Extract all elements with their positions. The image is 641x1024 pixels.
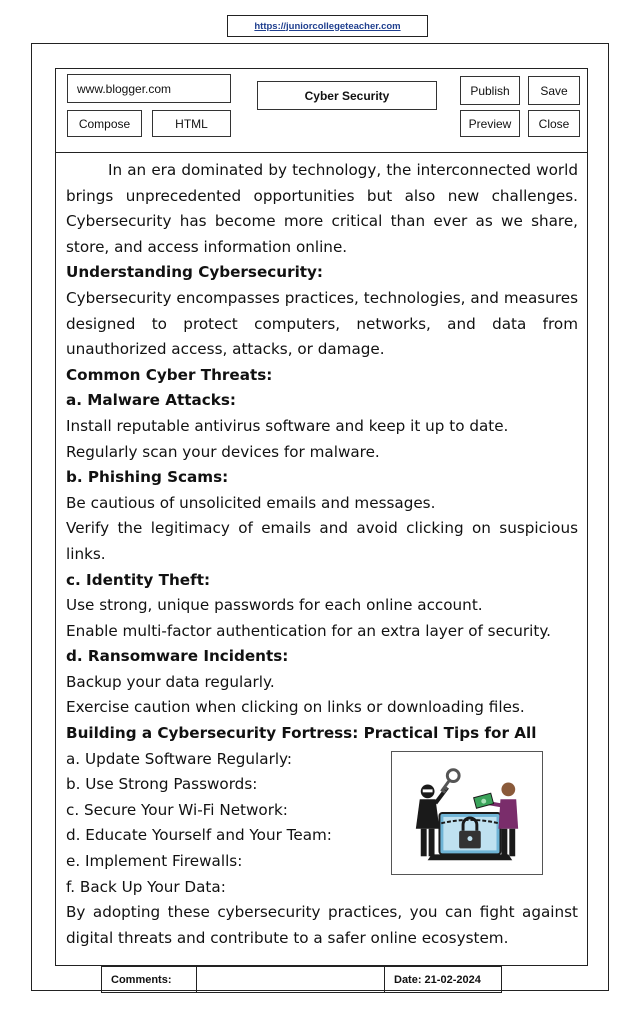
fortress-heading: Building a Cybersecurity Fortress: Practical Tips for All [66,724,537,743]
ransomware-heading: d. Ransomware Incidents: [66,647,289,666]
publish-button[interactable]: Publish [460,76,520,105]
tip-item: a. Update Software Regularly: [66,749,293,768]
compose-button[interactable]: Compose [67,110,142,137]
ransomware-line: Backup your data regularly. [66,672,275,691]
phishing-line: Verify the legitimacy of emails and avoid clicking on suspicious links. [66,519,578,563]
phishing-heading: b. Phishing Scams: [66,468,229,487]
post-body [66,158,578,951]
date-label: Date: 21-02-2024 [384,966,502,993]
malware-line: Regularly scan your devices for malware. [66,442,380,461]
save-button[interactable]: Save [528,76,580,105]
tip-item: d. Educate Yourself and Your Team: [66,826,332,845]
address-bar[interactable]: www.blogger.com [67,74,231,103]
understanding-paragraph: Cybersecurity encompasses practices, technologies, and measures designed to protect computers, networks, and data from unauthorized access, attacks, or damage. [66,288,578,359]
intro-paragraph: In an era dominated by technology, the interconnected world brings unprecedented opportunities but also new challenges. Cybersecurity has become more critical than ever as we share, store, and access information online. [66,161,578,256]
comments-field[interactable] [196,966,385,993]
threats-heading: Common Cyber Threats: [66,365,273,384]
cybercriminal-laptop-icon [392,752,542,874]
tip-item: e. Implement Firewalls: [66,852,243,871]
cyber-lock-illustration [391,751,543,875]
tip-item: b. Use Strong Passwords: [66,775,258,794]
toolbar-divider [55,152,588,153]
identity-line: Use strong, unique passwords for each online account. [66,596,483,615]
malware-line: Install reputable antivirus software and keep it up to date. [66,416,509,435]
close-button[interactable]: Close [528,110,580,137]
identity-line: Enable multi-factor authentication for an extra layer of security. [66,621,551,640]
post-title-field[interactable]: Cyber Security [257,81,437,110]
phishing-line: Be cautious of unsolicited emails and messages. [66,493,436,512]
understanding-heading: Understanding Cybersecurity: [66,263,324,282]
site-url-link[interactable]: https://juniorcollegeteacher.com [227,15,428,37]
tips-section [66,747,578,901]
html-button[interactable]: HTML [152,110,231,137]
ransomware-line: Exercise caution when clicking on links or downloading files. [66,698,525,717]
conclusion-paragraph: By adopting these cybersecurity practices, you can fight against digital threats and contribute to a safer online ecosystem. [66,903,578,947]
preview-button[interactable]: Preview [460,110,520,137]
malware-heading: a. Malware Attacks: [66,391,236,410]
identity-heading: c. Identity Theft: [66,570,211,589]
comments-label: Comments: [101,966,197,993]
tip-item: f. Back Up Your Data: [66,877,226,896]
tip-item: c. Secure Your Wi-Fi Network: [66,800,288,819]
